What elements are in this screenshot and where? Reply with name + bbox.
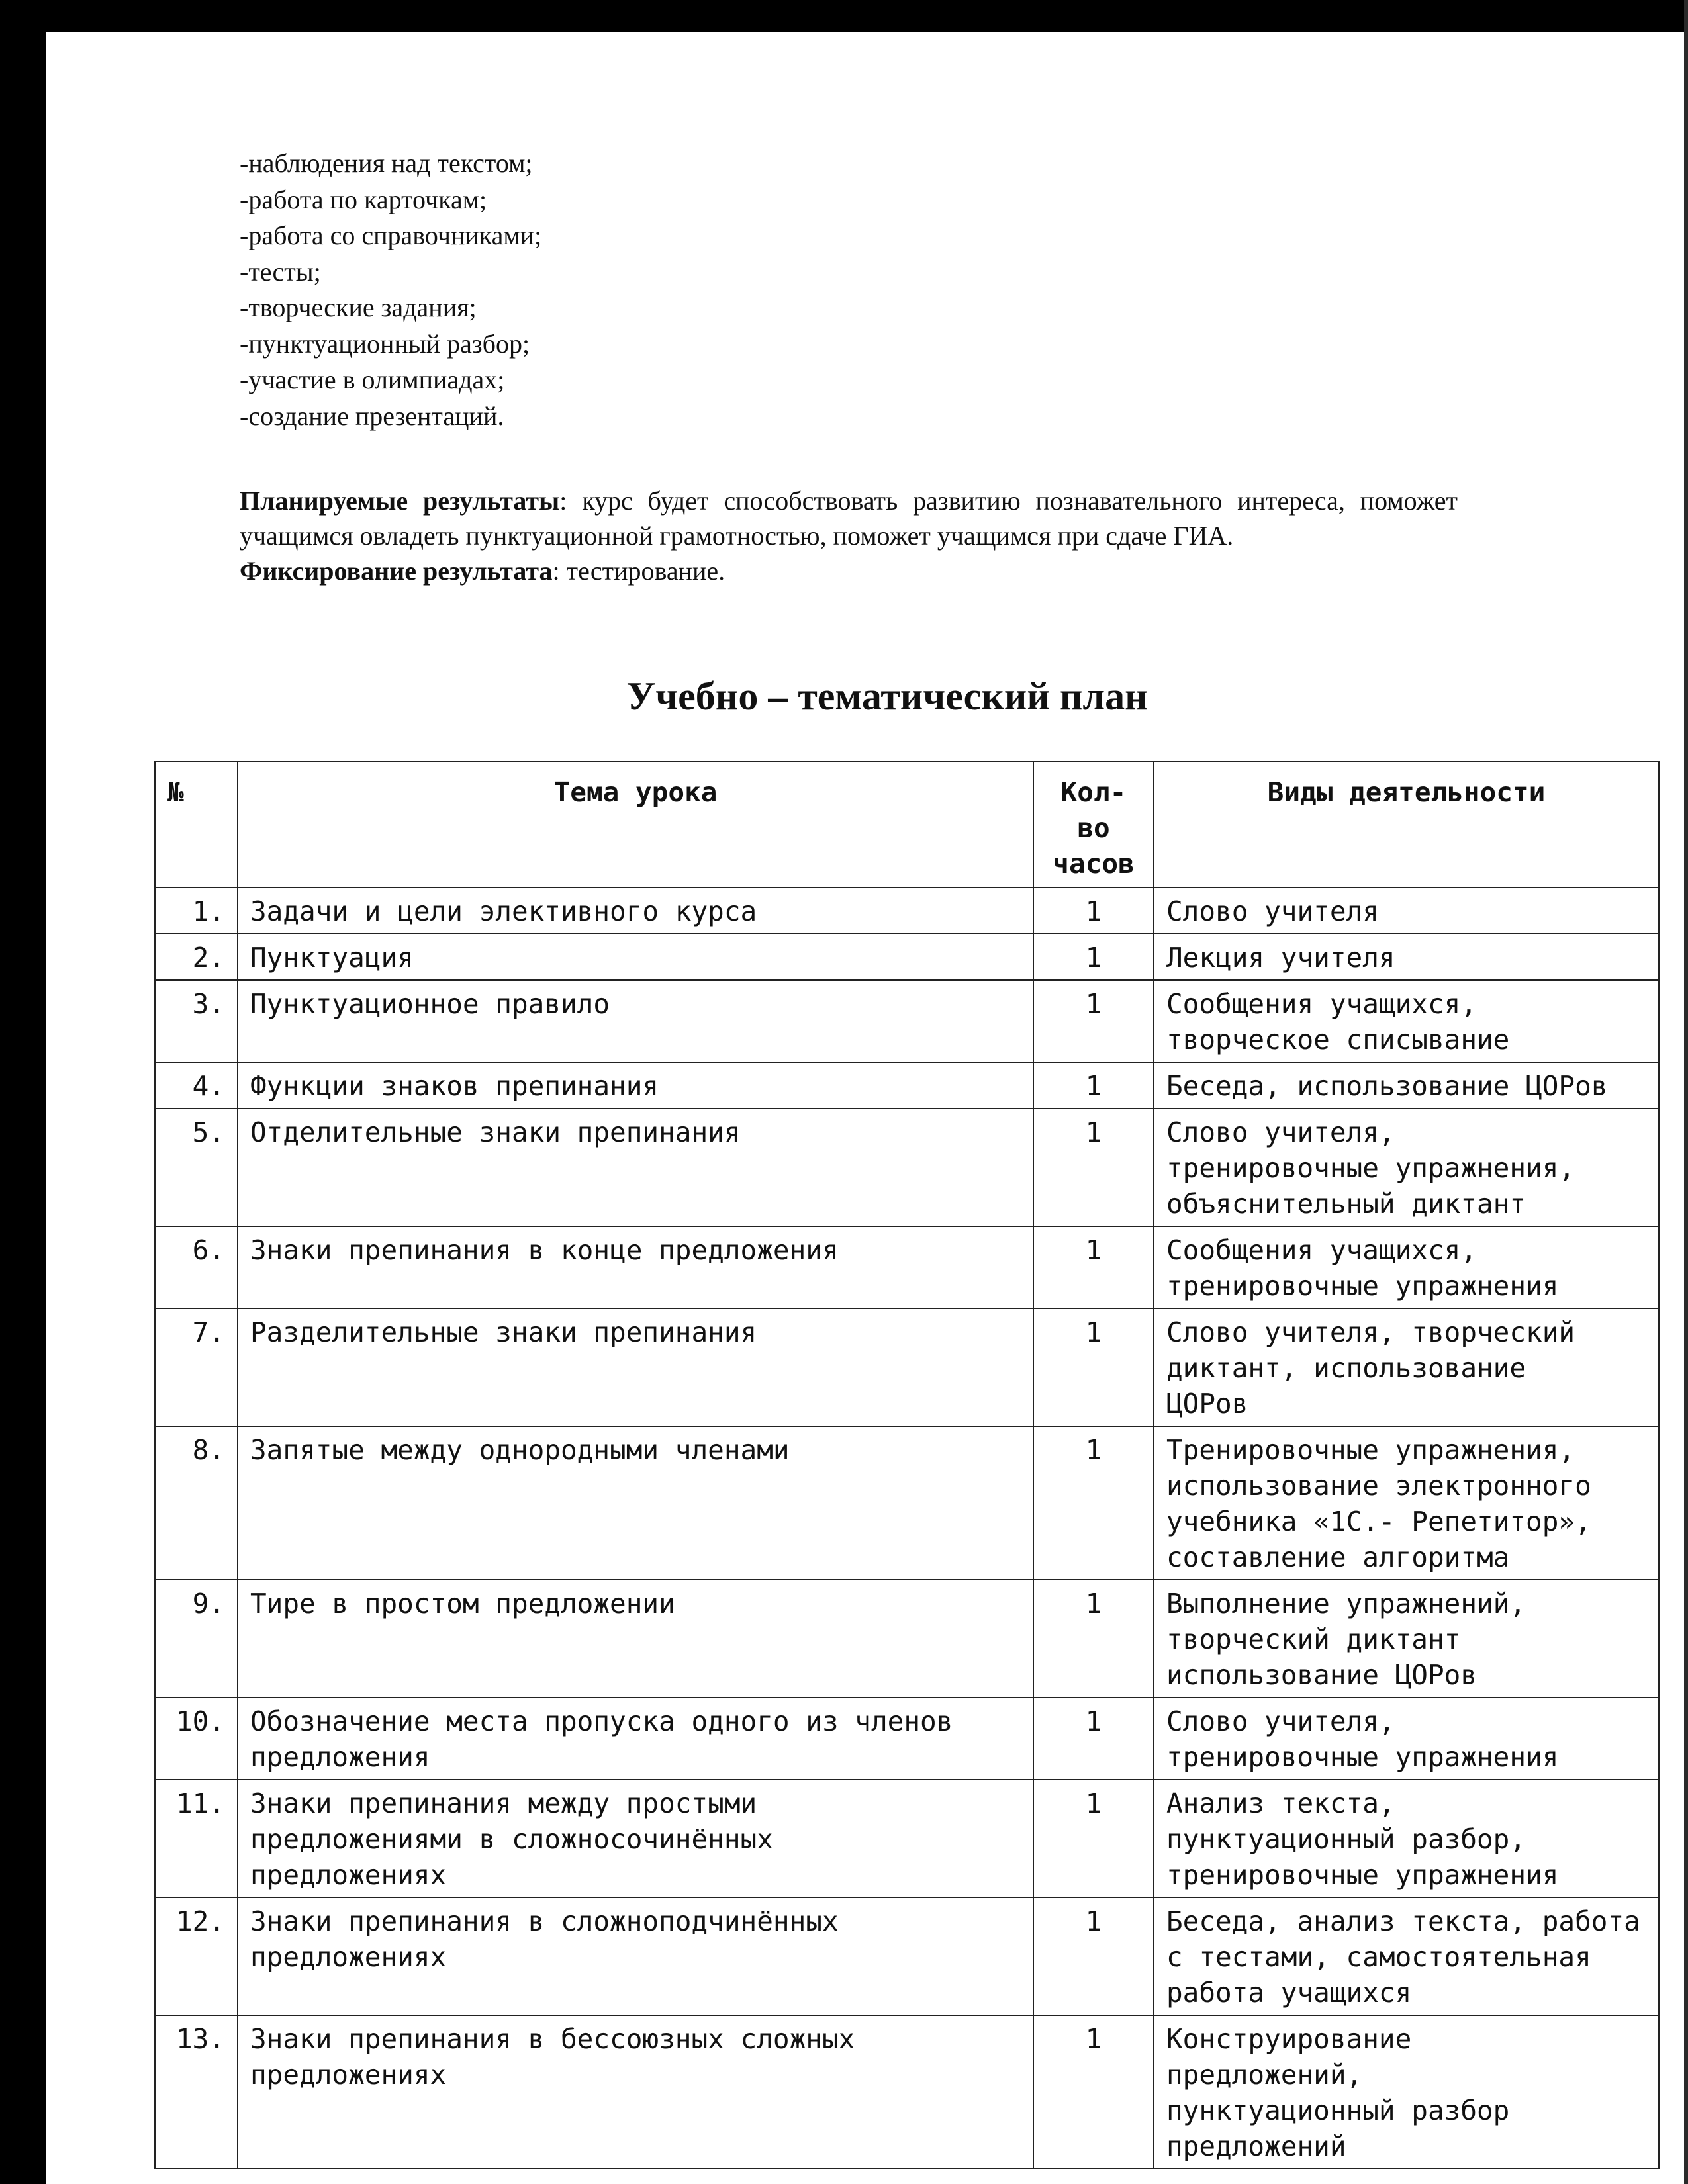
row-activities: Сообщения учащихся, творческое списывание <box>1154 980 1659 1062</box>
activity-item: -создание презентаций. <box>240 400 504 431</box>
header-number: № <box>155 762 238 887</box>
row-number: 2. <box>155 934 238 980</box>
row-number: 12. <box>155 1897 238 2015</box>
row-activities: Беседа, использование ЦОРов <box>1154 1062 1659 1109</box>
activity-item: -наблюдения над текстом; <box>240 148 533 178</box>
activity-list <box>240 146 541 434</box>
row-number: 4. <box>155 1062 238 1109</box>
table-row <box>155 1226 1659 1308</box>
row-hours: 1 <box>1033 1226 1154 1308</box>
activity-item: -творческие задания; <box>240 293 477 322</box>
header-hours: Кол- во часов <box>1033 762 1154 887</box>
row-activities: Слово учителя <box>1154 887 1659 934</box>
activity-item: -участие в олимпиадах; <box>240 365 505 394</box>
table-row <box>155 1580 1659 1698</box>
scan-border-top <box>0 0 1688 32</box>
result-fixation-label: Фиксирование результата <box>240 556 553 586</box>
activity-item: -пунктуационный разбор; <box>240 328 530 359</box>
planned-results-text: : курс будет способствовать развитию познавательного интереса, поможет учащимся овладеть пунктуационной грамотностью, поможет учащимся при сдаче ГИА. <box>240 486 1458 551</box>
row-hours: 1 <box>1033 887 1154 934</box>
row-topic: Пунктуационное правило <box>238 980 1033 1062</box>
activity-item: -работа по карточкам; <box>240 184 487 214</box>
row-topic: Обозначение места пропуска одного из членов предложения <box>238 1698 1033 1780</box>
row-hours: 1 <box>1033 1308 1154 1426</box>
row-number: 6. <box>155 1226 238 1308</box>
row-hours: 1 <box>1033 1426 1154 1580</box>
row-number: 7. <box>155 1308 238 1426</box>
row-number: 10. <box>155 1698 238 1780</box>
row-topic: Тире в простом предложении <box>238 1580 1033 1698</box>
row-topic: Знаки препинания в конце предложения <box>238 1226 1033 1308</box>
activity-item: -работа со справочниками; <box>240 220 542 250</box>
row-number: 1. <box>155 887 238 934</box>
row-number: 11. <box>155 1780 238 1897</box>
result-fixation-text: : тестирование. <box>552 556 726 586</box>
row-hours: 1 <box>1033 1062 1154 1109</box>
row-number: 8. <box>155 1426 238 1580</box>
row-topic: Знаки препинания в бессоюзных сложных предложениях <box>238 2015 1033 2169</box>
table-row <box>155 1426 1659 1580</box>
row-number: 9. <box>155 1580 238 1698</box>
row-topic: Отделительные знаки препинания <box>238 1109 1033 1226</box>
row-hours: 1 <box>1033 1897 1154 2015</box>
row-hours: 1 <box>1033 980 1154 1062</box>
row-topic: Знаки препинания в сложноподчинённых предложениях <box>238 1897 1033 2015</box>
row-hours: 1 <box>1033 1698 1154 1780</box>
row-hours: 1 <box>1033 934 1154 980</box>
activity-item: -тесты; <box>240 256 321 287</box>
row-activities: Конструирование предложений, пунктуационный разбор предложений <box>1154 2015 1659 2169</box>
row-topic: Знаки препинания между простыми предложениями в сложносочинённых предложениях <box>238 1780 1033 1897</box>
planned-results-paragraph <box>240 483 1458 553</box>
row-hours: 1 <box>1033 2015 1154 2169</box>
table-row <box>155 980 1659 1062</box>
row-number: 13. <box>155 2015 238 2169</box>
row-number: 5. <box>155 1109 238 1226</box>
row-topic: Разделительные знаки препинания <box>238 1308 1033 1426</box>
table-row <box>155 887 1659 934</box>
table-header-row <box>155 762 1659 887</box>
row-activities: Слово учителя, тренировочные упражнения, объяснительный диктант <box>1154 1109 1659 1226</box>
header-topic: Тема урока <box>238 762 1033 887</box>
table-body <box>155 887 1659 2169</box>
row-activities: Тренировочные упражнения, использование электронного учебника «1С.- Репетитор», составление алгоритма <box>1154 1426 1659 1580</box>
table-row <box>155 2015 1659 2169</box>
row-hours: 1 <box>1033 1580 1154 1698</box>
plan-title: Учебно – тематический план <box>626 674 1148 718</box>
table-row <box>155 1698 1659 1780</box>
table-row <box>155 1897 1659 2015</box>
row-activities: Слово учителя, тренировочные упражнения <box>1154 1698 1659 1780</box>
thematic-plan-table <box>154 761 1660 2169</box>
row-hours: 1 <box>1033 1780 1154 1897</box>
row-activities: Анализ текста, пунктуационный разбор, тренировочные упражнения <box>1154 1780 1659 1897</box>
row-number: 3. <box>155 980 238 1062</box>
row-activities: Выполнение упражнений, творческий диктант использование ЦОРов <box>1154 1580 1659 1698</box>
row-activities: Слово учителя, творческий диктант, использование ЦОРов <box>1154 1308 1659 1426</box>
table-row <box>155 1780 1659 1897</box>
scan-border-right <box>1684 0 1688 2184</box>
scan-border-left <box>0 0 46 2184</box>
table-row <box>155 1062 1659 1109</box>
planned-results-label: Планируемые результаты <box>240 486 560 516</box>
row-activities: Лекция учителя <box>1154 934 1659 980</box>
header-activities: Виды деятельности <box>1154 762 1659 887</box>
row-hours: 1 <box>1033 1109 1154 1226</box>
row-topic: Запятые между однородными членами <box>238 1426 1033 1580</box>
row-topic: Задачи и цели элективного курса <box>238 887 1033 934</box>
row-activities: Сообщения учащихся, тренировочные упражнения <box>1154 1226 1659 1308</box>
result-fixation-paragraph <box>240 553 1458 588</box>
table-row <box>155 1308 1659 1426</box>
row-topic: Пунктуация <box>238 934 1033 980</box>
row-activities: Беседа, анализ текста, работа с тестами, самостоятельная работа учащихся <box>1154 1897 1659 2015</box>
row-topic: Функции знаков препинания <box>238 1062 1033 1109</box>
table-row <box>155 1109 1659 1226</box>
table-row <box>155 934 1659 980</box>
